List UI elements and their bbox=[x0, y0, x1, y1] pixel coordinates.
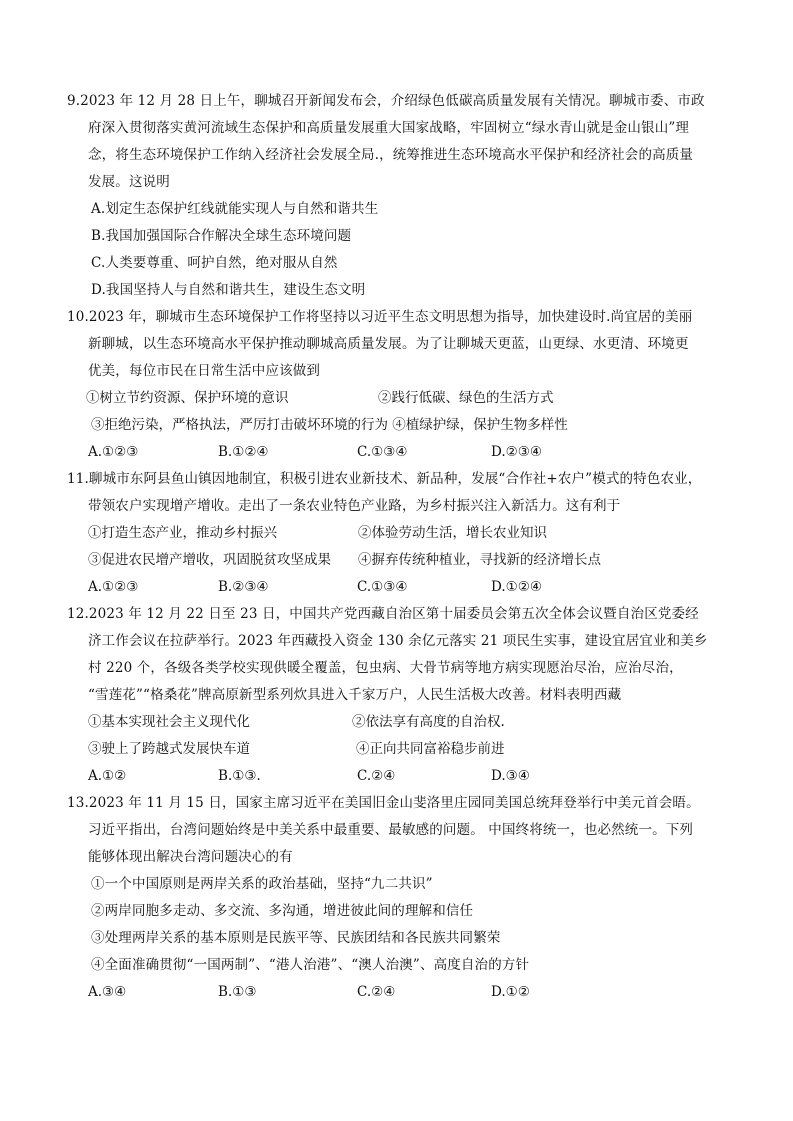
q11-choice-a: A.①②③ bbox=[88, 579, 139, 595]
q12-item-2: ②依法享有高度的自治权. bbox=[352, 714, 505, 730]
q11-item-2: ②体验劳动生活，增长农业知识 bbox=[358, 525, 547, 541]
q11-item-1: ①打造生态产业，推动乡村振兴 bbox=[88, 525, 277, 541]
q11-item-3: ③促进农民增产增收，巩固脱贫攻坚成果 bbox=[88, 552, 331, 568]
q9-stem-line-2: 府深入贯彻落实黄河流域生态保护和高质量发展重大国家战略，牢固树立“绿水青山就是金山银山”理 bbox=[88, 120, 690, 136]
q12-choice-b: B.①③. bbox=[218, 768, 261, 784]
q9-stem-line-4: 发展。这说明 bbox=[88, 174, 170, 190]
q10-choice-c: C.①③④ bbox=[357, 444, 408, 460]
q10-choice-d: D.②③④ bbox=[491, 444, 542, 460]
q12-stem-line-1: 12.2023 年 12 月 22 日至 23 日，中国共产党西藏自治区第十届委员会第五次全体会议暨自治区党委经 bbox=[67, 606, 699, 622]
q13-choice-b: B.①③ bbox=[218, 984, 257, 1000]
q12-item-3: ③驶上了跨越式发展快车道 bbox=[88, 741, 250, 757]
q10-choice-b: B.①②④ bbox=[218, 444, 269, 460]
q12-stem-line-2: 济工作会议在拉萨举行。2023 年西藏投入资金 130 余亿元落实 21 项民生实事，建设宜居宜业和美乡 bbox=[88, 633, 708, 649]
q11-stem-line-1: 11.聊城市东阿县鱼山镇因地制宜，积极引进农业新技术、新品种，发展“合作社+农户”模式的特色农业， bbox=[67, 471, 702, 487]
q13-item-3: ③处理两岸关系的基本原则是民族平等、民族团结和各民族共同繁荣 bbox=[91, 930, 501, 946]
q11-choice-d: D.①②④ bbox=[491, 579, 542, 595]
q13-stem-line-3: 能够体现出解决台湾问题决心的有 bbox=[88, 849, 293, 865]
q10-choice-a: A.①②③ bbox=[88, 444, 139, 460]
q12-stem-line-4: “雪莲花”“格桑花”牌高原新型系列炊具进入千家万户，人民生活极大改善。材料表明西藏 bbox=[88, 687, 622, 703]
q12-choice-d: D.③④ bbox=[491, 768, 530, 784]
q13-choice-d: D.①② bbox=[491, 984, 530, 1000]
q11-stem-line-2: 带领农户实现增产增收。走出了一条农业特色产业路，为乡村振兴注入新活力。这有利于 bbox=[88, 498, 621, 514]
q13-stem-line-2: 习近平指出，台湾问题始终是中美关系中最重要、最敏感的问题。 中国终将统一，也必然统一。下列 bbox=[88, 822, 694, 838]
q13-choice-c: C.②④ bbox=[357, 984, 396, 1000]
q13-item-4: ④全面准确贯彻“一国两制”、“港人治港”、“澳人治澳”、高度自治的方针 bbox=[91, 957, 530, 973]
q12-stem-line-3: 村 220 个，各级各类学校实现供暖全覆盖，包虫病、大骨节病等地方病实现愿治尽治，应治尽治， bbox=[88, 660, 683, 676]
q10-stem-line-2: 新聊城，以生态环境高水平保护推动聊城高质量发展。为了让聊城天更蓝，山更绿、水更清、环境更 bbox=[88, 336, 689, 352]
q12-item-4: ④正向共同富裕稳步前进 bbox=[356, 741, 505, 757]
q9-option-a: A.划定生态保护红线就能实现人与自然和谐共生 bbox=[91, 201, 379, 217]
q11-item-4: ④摒弃传统种植业，寻找新的经济增长点 bbox=[358, 552, 601, 568]
q12-choice-c: C.②④ bbox=[357, 768, 396, 784]
q9-stem-line-3: 念，将生态环境保护工作纳入经济社会发展全局.，统筹推进生态环境高水平保护和经济社会的高质量 bbox=[88, 147, 694, 163]
q9-stem-line-1: 9.2023 年 12 月 28 日上午，聊城召开新闻发布会，介绍绿色低碳高质量发展有关情况。聊城市委、市政 bbox=[67, 93, 705, 109]
q10-stem-line-3: 优美，每位市民在日常生活中应该做到 bbox=[88, 363, 321, 379]
q10-item-2: ②践行低碳、绿色的生活方式 bbox=[378, 390, 554, 406]
q13-item-1: ①一个中国原则是两岸关系的政治基础，坚持“九二共识” bbox=[91, 876, 433, 892]
q10-item-3-4: ③拒绝污染，严格执法，严厉打击破坏环境的行为 ④植绿护绿，保护生物多样性 bbox=[91, 417, 568, 433]
q10-item-1: ①树立节约资源、保护环境的意识 bbox=[86, 390, 289, 406]
q13-choice-a: A.③④ bbox=[88, 984, 127, 1000]
q11-choice-b: B.②③④ bbox=[218, 579, 269, 595]
q10-stem-line-1: 10.2023 年，聊城市生态环境保护工作将坚持以习近平生态文明思想为指导，加快建设时.尚宜居的美丽 bbox=[67, 309, 693, 325]
q12-item-1: ①基本实现社会主义现代化 bbox=[88, 714, 250, 730]
q11-choice-c: C.①③④ bbox=[357, 579, 408, 595]
q9-option-c: C.人类要尊重、呵护自然，绝对服从自然 bbox=[91, 255, 338, 271]
q13-item-2: ②两岸同胞多走动、多交流、多沟通，增进彼此间的理解和信任 bbox=[91, 903, 474, 919]
q13-stem-line-1: 13.2023 年 11 月 15 日，国家主席习近平在美国旧金山斐洛里庄园同美国总统拜登举行中美元首会晤。 bbox=[67, 795, 700, 811]
q9-option-b: B.我国加强国际合作解决全球生态环境问题 bbox=[91, 228, 352, 244]
q9-option-d: D.我国坚持人与自然和谐共生，建设生态文明 bbox=[91, 282, 366, 298]
q12-choice-a: A.①② bbox=[88, 768, 127, 784]
